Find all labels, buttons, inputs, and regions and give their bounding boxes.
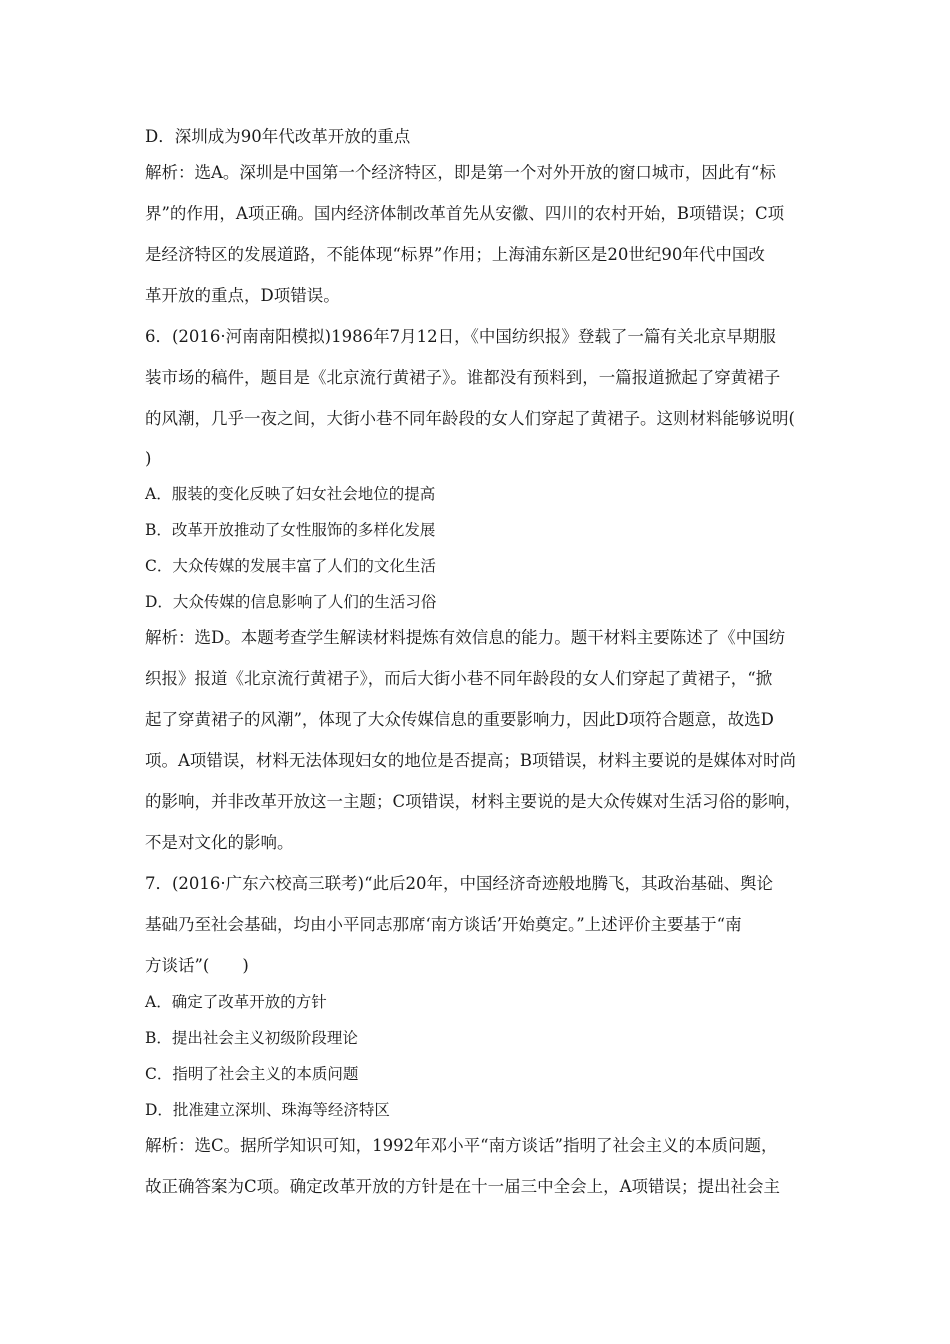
question-6-stem: ) xyxy=(145,449,152,468)
answer-analysis-q7: 解析：选C。据所学知识可知，1992年邓小平“南方谈话”指明了社会主义的本质问题， xyxy=(145,1136,778,1155)
answer-analysis-q5: 革开放的重点，D项错误。 xyxy=(145,286,340,305)
answer-analysis-q6: 项。A项错误，材料无法体现妇女的地位是否提高；B项错误，材料主要说的是媒体对时尚 xyxy=(145,751,797,770)
option-c-q6: C．大众传媒的发展丰富了人们的文化生活 xyxy=(145,557,436,575)
option-b-q7: B．提出社会主义初级阶段理论 xyxy=(145,1029,358,1047)
answer-analysis-q6: 不是对文化的影响。 xyxy=(145,833,294,852)
answer-analysis-q6: 起了穿黄裙子的风潮”，体现了大众传媒信息的重要影响力，因此D项符合题意，故选D xyxy=(145,710,774,729)
answer-analysis-q7: 故正确答案为C项。确定改革开放的方针是在十一届三中全会上，A项错误；提出社会主 xyxy=(145,1177,781,1196)
option-d-q5: D．深圳成为90年代改革开放的重点 xyxy=(145,127,411,146)
option-a-q7: A．确定了改革开放的方针 xyxy=(145,993,327,1011)
question-6-stem: 的风潮，几乎一夜之间，大街小巷不同年龄段的女人们穿起了黄裙子。这则材料能够说明( xyxy=(145,409,795,428)
question-7-stem: 7．(2016·广东六校高三联考)“此后20年，中国经济奇迹般地腾飞，其政治基础、舆论 xyxy=(145,874,774,893)
question-7-stem: 基础乃至社会基础，均由小平同志那席‘南方谈话’开始奠定。”上述评价主要基于“南 xyxy=(145,915,742,934)
question-6-stem: 装市场的稿件，题目是《北京流行黄裙子》。谁都没有预料到，一篇报道掀起了穿黄裙子 xyxy=(145,368,781,387)
answer-analysis-q5: 解析：选A。深圳是中国第一个经济特区，即是第一个对外开放的窗口城市，因此有“标 xyxy=(145,163,776,182)
option-d-q7: D．批准建立深圳、珠海等经济特区 xyxy=(145,1101,390,1119)
answer-analysis-q6: 解析：选D。本题考查学生解读材料提炼有效信息的能力。题干材料主要陈述了《中国纺 xyxy=(145,628,786,647)
option-d-q6: D．大众传媒的信息影响了人们的生活习俗 xyxy=(145,593,437,611)
answer-analysis-q5: 是经济特区的发展道路，不能体现“标界”作用；上海浦东新区是20世纪90年代中国改 xyxy=(145,245,765,264)
answer-analysis-q5: 界”的作用，A项正确。国内经济体制改革首先从安徽、四川的农村开始，B项错误；C项 xyxy=(145,204,785,223)
answer-analysis-q6: 织报》报道《北京流行黄裙子》，而后大街小巷不同年龄段的女人们穿起了黄裙子，“掀 xyxy=(145,669,773,688)
option-c-q7: C．指明了社会主义的本质问题 xyxy=(145,1065,359,1083)
question-6-stem: 6．(2016·河南南阳模拟)1986年7月12日，《中国纺织报》登载了一篇有关北京早期服 xyxy=(145,327,776,346)
answer-analysis-q6: 的影响，并非改革开放这一主题；C项错误，材料主要说的是大众传媒对生活习俗的影响， xyxy=(145,792,802,811)
option-a-q6: A．服装的变化反映了妇女社会地位的提高 xyxy=(145,485,436,503)
question-7-stem: 方谈话”( ) xyxy=(145,956,249,975)
option-b-q6: B．改革开放推动了女性服饰的多样化发展 xyxy=(145,521,436,539)
